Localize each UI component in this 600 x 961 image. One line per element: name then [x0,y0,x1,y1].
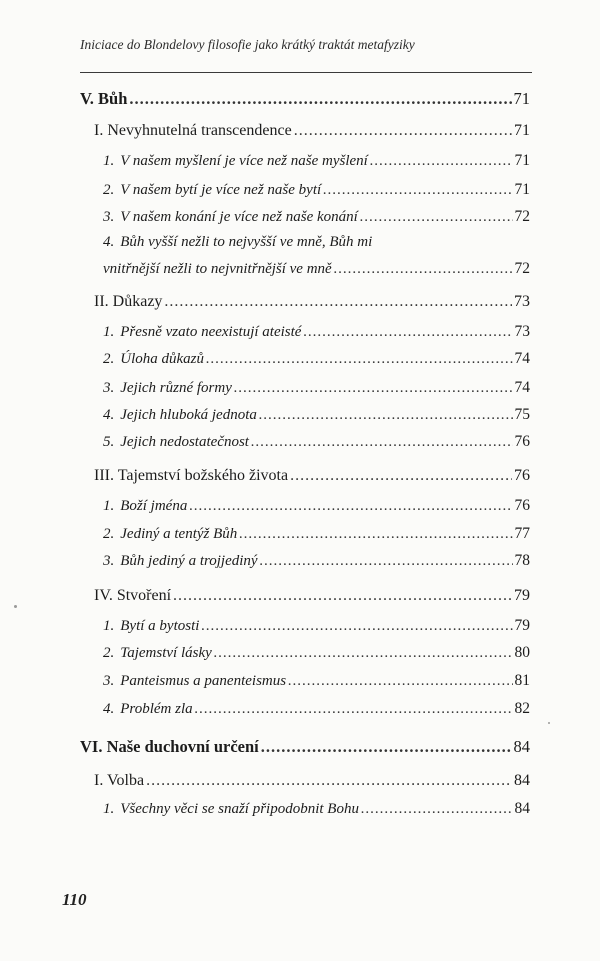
toc-item-line: Bůh vyšší nežli to nejvyšší ve mně, Bůh mi [120,234,373,250]
toc-section[interactable] [94,292,530,312]
toc-label: I. Nevyhnutelná transcendence [94,122,292,139]
toc-page: 72 [514,208,530,225]
toc-chapter[interactable] [80,737,530,757]
toc-item[interactable] [103,259,530,279]
leader-dots [206,349,513,369]
toc-item[interactable] [103,671,530,691]
toc-item-number: 3. [103,673,115,689]
toc-label: II. Důkazy [94,293,163,310]
toc-page: 74 [514,379,530,396]
toc-item[interactable] [103,432,530,452]
toc-item[interactable] [103,524,530,544]
toc-item-number: 1. [103,324,115,340]
toc-item-number: 2. [103,182,115,198]
paper-speck [14,605,17,608]
toc-item[interactable] [103,496,530,516]
leader-dots [261,737,512,757]
toc-label: Tajemství lásky [120,645,212,661]
toc-item-number: 2. [103,645,115,661]
toc-label: V našem konání je více než naše konání [120,209,358,225]
toc-label: III. Tajemství božského života [94,467,289,484]
leader-dots [251,432,513,452]
toc-item[interactable] [103,180,530,200]
toc-item[interactable] [103,349,530,369]
toc-section[interactable] [94,121,530,141]
toc-item[interactable] [103,799,530,819]
toc-page: 76 [514,433,530,450]
leader-dots [189,496,512,516]
toc-label: Panteismus a panenteismus [120,673,287,689]
toc-page: 84 [513,737,530,756]
toc-label: Problém zla [120,701,193,717]
toc-item[interactable] [103,151,530,171]
toc-item[interactable] [103,378,530,398]
toc-item[interactable] [103,699,530,719]
leader-dots [173,586,512,606]
toc-page: 75 [514,406,530,423]
toc-item-number: 1. [103,618,115,634]
toc-label: Bytí a bytosti [120,618,200,634]
toc-item[interactable] [103,616,530,636]
leader-dots [288,671,512,691]
toc-page: 79 [514,617,530,634]
toc-label: Úloha důkazů [120,351,204,367]
leader-dots [294,121,512,141]
toc-label: I. Volba [94,772,145,789]
leader-dots [201,616,512,636]
header-rule [80,72,532,73]
page-number: 110 [62,890,87,909]
toc-label: Všechny věci se snaží připodobnit Bohu [120,801,359,817]
leader-dots [260,551,513,571]
toc-page: 72 [514,260,530,277]
toc-item-number: 4. [103,234,115,250]
toc-label: Přesně vzato neexistují ateisté [120,324,302,340]
toc-section[interactable] [94,466,530,486]
toc-page: 73 [514,293,530,310]
toc-label: V. Bůh [80,89,128,108]
toc-page: 80 [514,644,530,661]
toc-label: Boží jména [120,498,188,514]
leader-dots [239,524,512,544]
toc-item-number: 4. [103,701,115,717]
toc-item-number: 5. [103,434,115,450]
toc-section[interactable] [94,586,530,606]
toc-label: Jejich různé formy [120,380,232,396]
toc-page: 71 [514,181,530,198]
leader-dots [370,151,513,171]
toc-item-first-line [103,234,372,251]
toc-label: Jediný a tentýž Bůh [120,526,238,542]
toc-item-number: 3. [103,380,115,396]
leader-dots [334,259,513,279]
leader-dots [303,322,512,342]
toc-page: 71 [513,89,530,108]
toc-label: Jejich hluboká jednota [120,407,257,423]
toc-item-number: 1. [103,153,115,169]
toc-chapter[interactable] [80,89,530,109]
toc-label: VI. Naše duchovní určení [80,737,259,756]
toc-label: IV. Stvoření [94,587,172,604]
toc-item[interactable] [103,551,530,571]
leader-dots [195,699,513,719]
toc-item-number: 2. [103,526,115,542]
toc-item[interactable] [103,643,530,663]
toc-item-number: 1. [103,498,115,514]
leader-dots [214,643,513,663]
leader-dots [259,405,513,425]
leader-dots [234,378,513,398]
toc-item-number: 3. [103,209,115,225]
toc-page: 76 [514,467,530,484]
leader-dots [290,466,512,486]
toc-item-number: 4. [103,407,115,423]
toc-page: 78 [514,552,530,569]
leader-dots [361,799,513,819]
toc-page: 76 [514,497,530,514]
paper-speck [548,722,550,724]
toc-page: 73 [514,323,530,340]
toc-item[interactable] [103,207,530,227]
leader-dots [146,771,512,791]
toc-label: Bůh jediný a trojjediný [120,553,258,569]
toc-section[interactable] [94,771,530,791]
toc-item[interactable] [103,322,530,342]
toc-page: 79 [514,587,530,604]
toc-page: 82 [514,700,530,717]
toc-label: V našem bytí je více než naše bytí [120,182,322,198]
leader-dots [129,89,511,109]
toc-label: V našem myšlení je více než naše myšlení [120,153,368,169]
toc-item-number: 3. [103,553,115,569]
toc-label: vnitřnější nežli to nejvnitřnější ve mně [103,261,332,277]
running-head: Iniciace do Blondelovy filosofie jako krátký traktát metafyziky [80,37,415,52]
toc-page: 77 [514,525,530,542]
toc-item[interactable] [103,405,530,425]
toc-page: 74 [514,350,530,367]
leader-dots [360,207,513,227]
toc-label: Jejich nedostatečnost [120,434,249,450]
toc-page: 71 [514,152,530,169]
toc-page: 84 [514,772,530,789]
toc-item-number: 1. [103,801,115,817]
toc-item-number: 2. [103,351,115,367]
toc-page: 81 [514,672,530,689]
toc-page: 84 [514,800,530,817]
toc-page: 71 [514,122,530,139]
leader-dots [164,292,512,312]
leader-dots [323,180,512,200]
